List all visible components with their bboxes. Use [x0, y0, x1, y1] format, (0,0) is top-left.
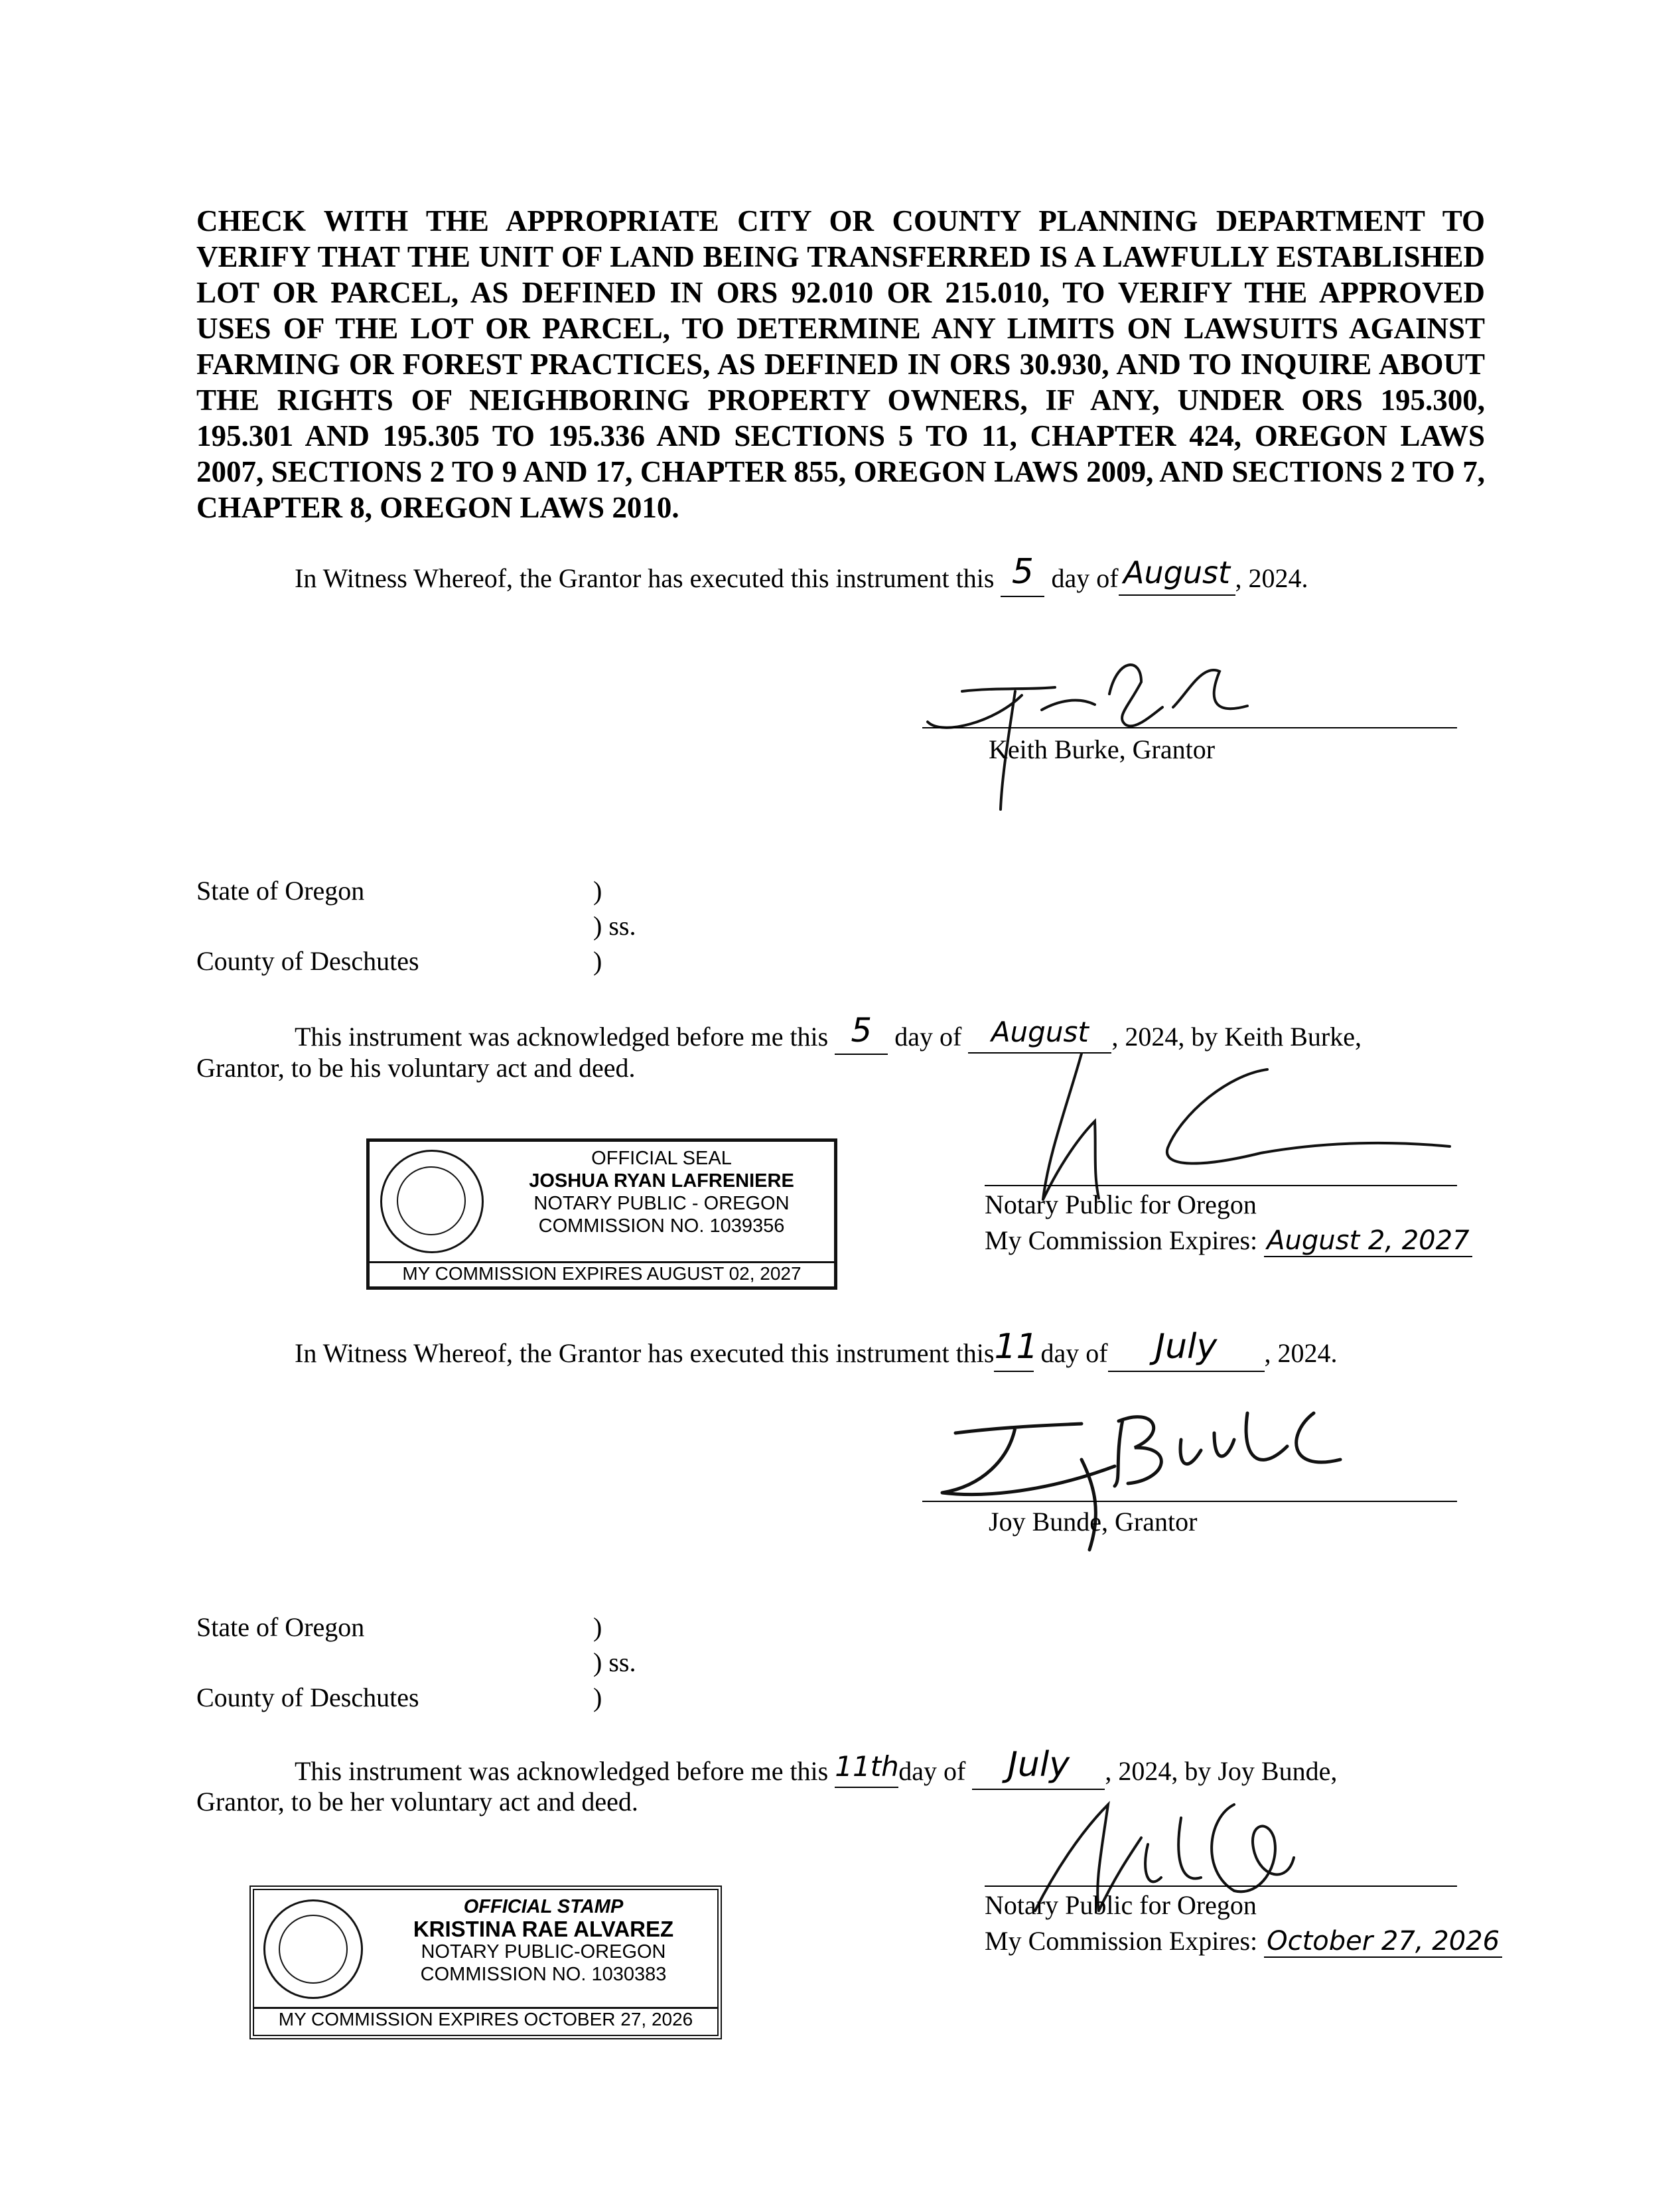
- notary-2-title: Notary Public for Oregon: [985, 1890, 1257, 1920]
- notary-1-signature: [982, 1042, 1460, 1214]
- grantor-2-signature-line: [922, 1501, 1457, 1502]
- witness-1-day-blank: 5: [1001, 556, 1044, 597]
- ack-2-day-blank: 11th: [835, 1754, 898, 1788]
- seal-1-name: JOSHUA RYAN LAFRENIERE: [529, 1170, 794, 1192]
- seal-2-title: OFFICIAL STAMP: [463, 1896, 624, 1917]
- notary-1-expiration: My Commission Expires: August 2, 2027: [985, 1225, 1472, 1256]
- venue-ss-2: ) ss.: [593, 1647, 636, 1677]
- ors-disclaimer: CHECK WITH THE APPROPRIATE CITY OR COUNTY PLANNING DEPARTMENT TO VERIFY THAT THE UNIT OF LAND BEING TRANSFERRED IS A LAWFULLY ESTABLISHED LOT OR PARCEL, AS DEFINED IN ORS 92.010 OR 215.010, TO VERIFY THE APPROVED USES OF THE LOT OR PARCEL, TO DETERMINE ANY LIMITS ON LAWSUITS AGAINST FARMING OR FOREST PRACTICES, AS DEFINED IN ORS 30.930, AND TO INQUIRE ABOUT THE RIGHTS OF NEIGHBORING PROPERTY OWNERS, IF ANY, UNDER ORS 195.300, 195.301 AND 195.305 TO 195.336 AND SECTIONS 5 TO 11, CHAPTER 424, OREGON LAWS 2007, SECTIONS 2 TO 9 AND 17, CHAPTER 855, OREGON LAWS 2009, AND SECTIONS 2 TO 7, CHAPTER 8, OREGON LAWS 2010.: [196, 204, 1485, 524]
- state-seal-emblem-1: [380, 1150, 484, 1253]
- witness-2-month-blank: July: [1108, 1331, 1265, 1372]
- seal-1-expires: MY COMMISSION EXPIRES AUGUST 02, 2027: [370, 1261, 834, 1284]
- venue-ss-1: ) ss.: [593, 911, 636, 941]
- witness-2-day-blank: 11: [994, 1331, 1034, 1372]
- notary-2-expiration: My Commission Expires: October 27, 2026: [985, 1925, 1502, 1956]
- witness-1-month-blank: August: [1119, 559, 1235, 596]
- seal-2-name: KRISTINA RAE ALVAREZ: [413, 1917, 674, 1941]
- venue-paren-2b: ): [593, 1682, 602, 1712]
- seal-1-title: OFFICIAL SEAL: [591, 1148, 732, 1169]
- notary-1-title: Notary Public for Oregon: [985, 1190, 1257, 1219]
- seal-1-commission: COMMISSION NO. 1039356: [538, 1215, 785, 1237]
- acknowledgment-1: This instrument was acknowledged before me this 5 day of August , 2024, by Keith Burke,: [295, 1015, 1362, 1055]
- ack-1-month-blank: August: [968, 1020, 1111, 1054]
- seal-2-commission: COMMISSION NO. 1030383: [420, 1964, 667, 1985]
- acknowledgment-2-line-2: Grantor, to be her voluntary act and deed.: [196, 1787, 638, 1816]
- venue-paren-2a: ): [593, 1612, 602, 1642]
- acknowledgment-1-line-2: Grantor, to be his voluntary act and deed.: [196, 1053, 636, 1083]
- grantor-2-name: Joy Bunde, Grantor: [989, 1507, 1198, 1537]
- seal-2-role: NOTARY PUBLIC-OREGON: [421, 1941, 666, 1962]
- state-seal-emblem-2: [263, 1899, 363, 1999]
- grantor-1-signature-line: [922, 727, 1457, 728]
- notary-2-signature-line: [985, 1885, 1457, 1887]
- venue-paren-1b: ): [593, 946, 602, 976]
- ack-1-day-blank: 5: [835, 1015, 888, 1055]
- witness-statement-2: In Witness Whereof, the Grantor has executed this instrument this11 day of July , 2024.: [295, 1331, 1338, 1372]
- venue-state-1: State of Oregon: [196, 876, 365, 906]
- venue-county-1: County of Deschutes: [196, 946, 419, 976]
- notary-1-signature-line: [985, 1185, 1457, 1186]
- ack-2-month-blank: July: [972, 1749, 1105, 1790]
- venue-paren-1a: ): [593, 876, 602, 906]
- acknowledgment-2: This instrument was acknowledged before me this 11thday of July , 2024, by Joy Bunde,: [295, 1749, 1337, 1790]
- seal-1-role: NOTARY PUBLIC - OREGON: [533, 1193, 790, 1214]
- official-seal-1: [366, 1138, 837, 1290]
- grantor-1-name: Keith Burke, Grantor: [989, 734, 1216, 764]
- venue-county-2: County of Deschutes: [196, 1682, 419, 1712]
- venue-state-2: State of Oregon: [196, 1612, 365, 1642]
- keith-burke-signature: [916, 644, 1327, 816]
- witness-statement-1: In Witness Whereof, the Grantor has executed this instrument this 5 day of August , 2024.: [295, 556, 1308, 597]
- seal-2-expires: MY COMMISSION EXPIRES OCTOBER 27, 2026: [254, 2007, 717, 2030]
- official-stamp-2: [249, 1885, 722, 2039]
